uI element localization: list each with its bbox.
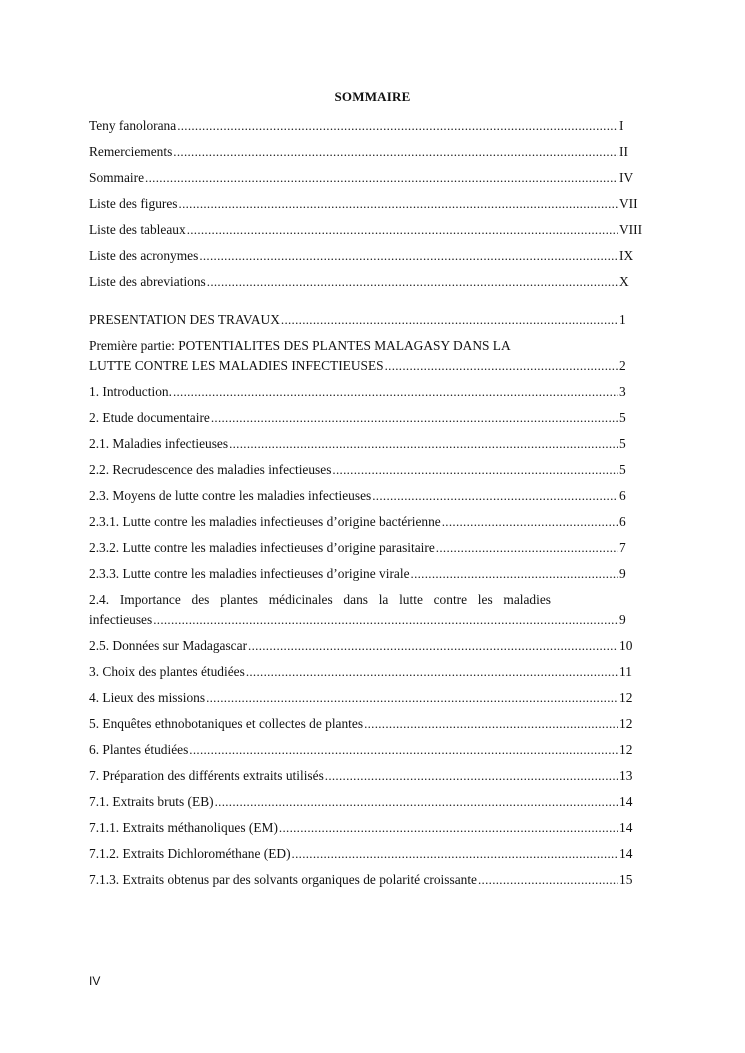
toc-entry-page: 9	[619, 566, 626, 581]
toc-entry-page: VIII	[619, 222, 643, 237]
table-of-contents	[89, 116, 647, 896]
toc-entry-label: 5. Enquêtes ethnobotaniques et collectes de plantes	[89, 716, 364, 731]
toc-entry-label: 2.3.2. Lutte contre les maladies infectieuses d’origine parasitaire	[89, 540, 435, 555]
toc-entry	[89, 662, 647, 682]
toc-entry-label: 1. Introduction.	[89, 384, 172, 399]
toc-leader-dots	[189, 740, 618, 760]
toc-entry	[89, 766, 647, 786]
toc-leader-dots	[279, 818, 618, 838]
toc-entry-page: 13	[619, 768, 633, 783]
toc-leader-dots	[211, 408, 618, 428]
toc-entry	[89, 714, 647, 734]
toc-entry-page: 5	[619, 410, 626, 425]
toc-entry-page: 6	[619, 514, 626, 529]
toc-entry-label: 2.3.3. Lutte contre les maladies infectieuses d’origine virale	[89, 566, 410, 581]
toc-entry-label: Liste des acronymes	[89, 248, 199, 263]
toc-entry-page: I	[619, 118, 624, 133]
toc-entry-page: II	[619, 144, 628, 159]
toc-entry-page: VII	[619, 196, 638, 211]
toc-entry-label: 4. Lieux des missions	[89, 690, 206, 705]
toc-entry	[89, 564, 647, 584]
toc-entry	[89, 636, 647, 656]
toc-entry-label: 2.1. Maladies infectieuses	[89, 436, 229, 451]
toc-entry-page: IV	[619, 170, 634, 185]
toc-entry	[89, 220, 647, 240]
toc-leader-dots	[332, 460, 618, 480]
toc-leader-dots	[478, 870, 618, 890]
toc-entry-label-line1: 2.4. Importance des plantes médicinales dans la lutte contre les maladies	[89, 592, 551, 607]
toc-leader-dots	[173, 142, 618, 162]
toc-entry-label: PRESENTATION DES TRAVAUX	[89, 312, 280, 327]
toc-entry-label: Sommaire	[89, 170, 145, 185]
toc-leader-dots	[153, 610, 618, 630]
toc-entry-label: 7.1.3. Extraits obtenus par des solvants organiques de polarité croissante	[89, 872, 477, 887]
toc-entry-page: 12	[619, 716, 633, 731]
toc-entry-label: 2.3.1. Lutte contre les maladies infectieuses d’origine bactérienne	[89, 514, 441, 529]
toc-leader-dots	[436, 538, 618, 558]
toc-entry	[89, 538, 647, 558]
toc-entry-label: Remerciements	[89, 144, 173, 159]
toc-leader-dots	[187, 220, 618, 240]
toc-entry	[89, 194, 647, 214]
toc-leader-dots	[325, 766, 618, 786]
toc-entry-label: 2.5. Données sur Madagascar	[89, 638, 248, 653]
toc-entry-label: 7.1.1. Extraits méthanoliques (EM)	[89, 820, 278, 835]
toc-entry	[89, 870, 647, 890]
toc-entry-label: Teny fanolorana	[89, 118, 177, 133]
page-title: SOMMAIRE	[334, 89, 411, 104]
toc-leader-dots	[248, 636, 618, 656]
toc-entry-page: IX	[619, 248, 634, 263]
toc-entry-importance	[89, 590, 647, 630]
toc-entry-page: 3	[619, 384, 626, 399]
toc-entry-page: 11	[619, 664, 632, 679]
toc-leader-dots	[372, 486, 618, 506]
toc-entry	[89, 272, 647, 292]
toc-entry-page: 14	[619, 820, 633, 835]
toc-entry-label: 3. Choix des plantes étudiées	[89, 664, 245, 679]
toc-leader-dots	[442, 512, 618, 532]
toc-entry-label: 2. Etude documentaire	[89, 410, 210, 425]
toc-leader-dots	[215, 792, 618, 812]
toc-leader-dots	[145, 168, 618, 188]
toc-entry-label-line2: LUTTE CONTRE LES MALADIES INFECTIEUSES	[89, 358, 384, 373]
toc-entry	[89, 168, 647, 188]
toc-entry-page: 10	[619, 638, 633, 653]
toc-leader-dots	[206, 688, 618, 708]
toc-entry	[89, 512, 647, 532]
toc-entry-page: 5	[619, 462, 626, 477]
toc-entry-label: Liste des figures	[89, 196, 178, 211]
toc-entry-page: 6	[619, 488, 626, 503]
toc-entry	[89, 246, 647, 266]
toc-entry-page: 1	[619, 312, 626, 327]
toc-entry	[89, 688, 647, 708]
toc-entry-page: 12	[619, 690, 633, 705]
toc-entry	[89, 792, 647, 812]
toc-entry-label: Liste des tableaux	[89, 222, 186, 237]
toc-entry	[89, 844, 647, 864]
toc-entry-label: Liste des abreviations	[89, 274, 206, 289]
toc-entry-page: 14	[619, 846, 633, 861]
toc-entry-page: X	[619, 274, 629, 289]
toc-leader-dots	[364, 714, 618, 734]
toc-entry-label: 7. Préparation des différents extraits utilisés	[89, 768, 324, 783]
toc-leader-dots	[281, 310, 618, 330]
toc-entry-label: 2.3. Moyens de lutte contre les maladies infectieuses	[89, 488, 372, 503]
toc-leader-dots	[246, 662, 618, 682]
toc-entry-page: 2	[619, 358, 626, 373]
toc-leader-dots	[179, 194, 618, 214]
toc-entry-label: 2.2. Recrudescence des maladies infectieuses	[89, 462, 332, 477]
toc-leader-dots	[385, 356, 618, 376]
toc-leader-dots	[177, 116, 618, 136]
toc-entry-page: 12	[619, 742, 633, 757]
toc-entry	[89, 434, 647, 454]
toc-entry-presentation	[89, 310, 647, 330]
toc-entry-page: 14	[619, 794, 633, 809]
toc-entry	[89, 818, 647, 838]
toc-entry	[89, 460, 647, 480]
toc-entry-page: 5	[619, 436, 626, 451]
toc-entry-label: 7.1.2. Extraits Dichlorométhane (ED)	[89, 846, 291, 861]
toc-entry	[89, 116, 647, 136]
toc-entry	[89, 408, 647, 428]
toc-entry	[89, 486, 647, 506]
toc-entry-page: 9	[619, 612, 626, 627]
toc-leader-dots	[411, 564, 618, 584]
toc-entry	[89, 142, 647, 162]
toc-entry-label: 7.1. Extraits bruts (EB)	[89, 794, 214, 809]
toc-entry-page: 15	[619, 872, 633, 887]
toc-leader-dots	[292, 844, 618, 864]
toc-leader-dots	[229, 434, 618, 454]
toc-entry-label-line1: Première partie: POTENTIALITES DES PLANTES MALAGASY DANS LA	[89, 338, 511, 353]
toc-leader-dots	[207, 272, 618, 292]
toc-entry-page: 7	[619, 540, 626, 555]
toc-entry-premiere-partie	[89, 336, 647, 376]
footer-page-number: IV	[89, 974, 101, 988]
toc-entry-label: 6. Plantes étudiées	[89, 742, 189, 757]
toc-entry-label-line2: infectieuses	[89, 612, 153, 627]
toc-leader-dots	[173, 382, 618, 402]
toc-entry	[89, 382, 647, 402]
toc-leader-dots	[199, 246, 618, 266]
toc-entry	[89, 740, 647, 760]
